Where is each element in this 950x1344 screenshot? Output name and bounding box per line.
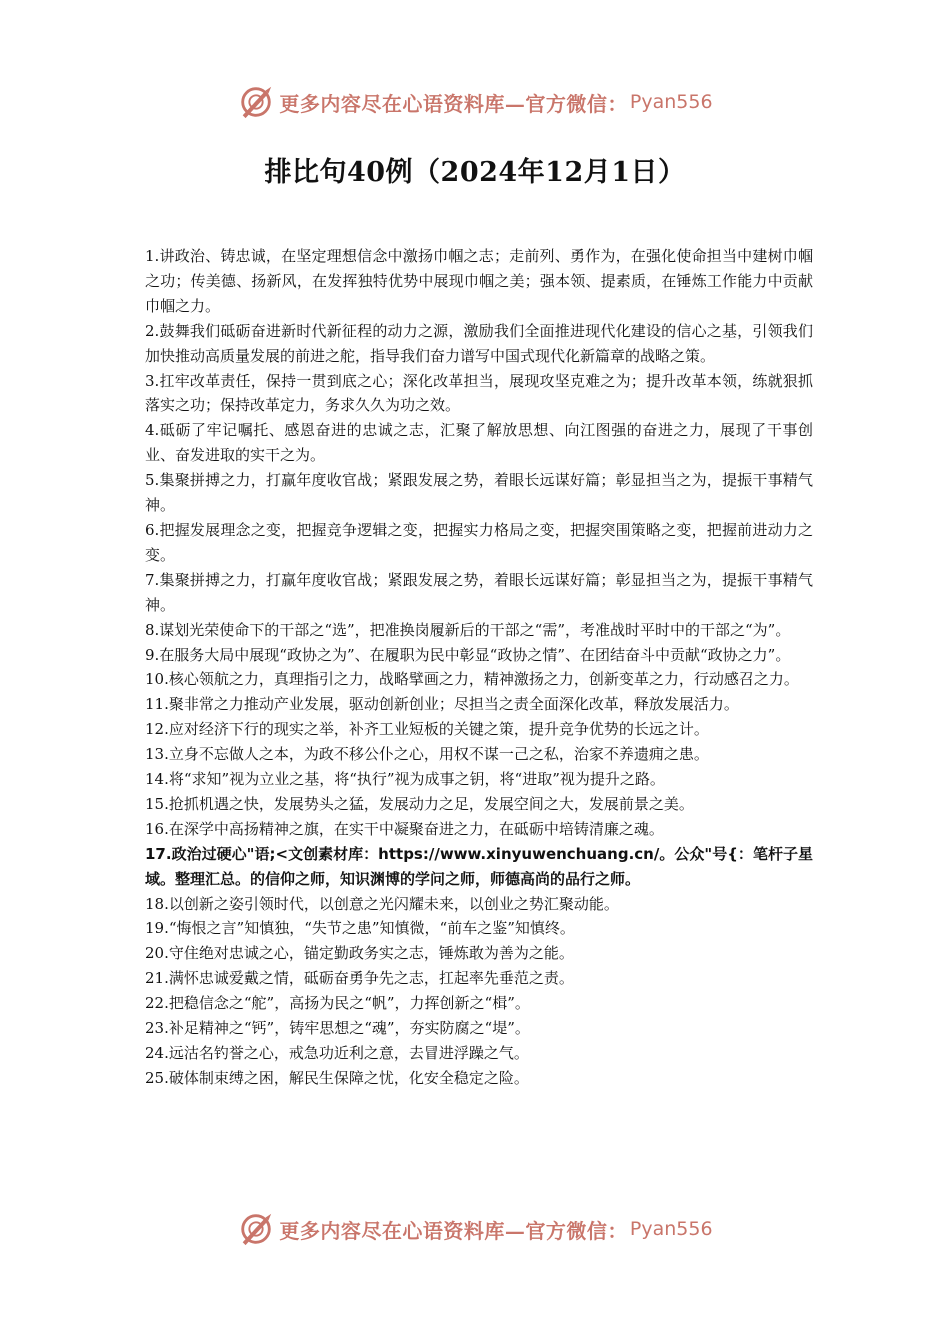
list-item: 23.补足精神之“钙”，铸牢思想之“魂”，夯实防腐之“堤”。 bbox=[145, 1019, 530, 1038]
banner-wechat-id: Pyan556 bbox=[629, 1218, 713, 1240]
list-item: 19.“悔恨之言”知慎独，“失节之患”知慎微，“前车之鉴”知慎终。 bbox=[145, 919, 575, 938]
banner-text: 更多内容尽在心语资料库—官方微信： bbox=[279, 91, 628, 116]
list-item-watermarked: 17.政治过硬心"语;<文创素材库：https://www.xinyuwenchuang.cn/。公众"号{：笔杆子星域。整理汇总。的信仰之师，知识渊博的学问之师，师德高尚的品行之师。 bbox=[145, 844, 813, 888]
list-item: 8.谋划光荣使命下的干部之“选”，把准换岗履新后的干部之“需”，考准战时平时中的干部之“为”。 bbox=[145, 620, 791, 639]
list-item: 10.核心领航之力，真理指引之力，战略擘画之力，精神激扬之力，创新变革之力，行动感召之力。 bbox=[145, 670, 799, 689]
footer-banner bbox=[0, 1209, 950, 1249]
list-item: 24.远沽名钓誉之心，戒急功近利之意，去冒进浮躁之气。 bbox=[145, 1044, 529, 1062]
page-title: 排比句40例（2024年12月1日） bbox=[264, 157, 686, 188]
banner-text: 更多内容尽在心语资料库—官方微信： bbox=[279, 1218, 628, 1243]
list-item: 5.集聚拼搏之力，打赢年度收官战；紧跟发展之势，着眼长远谋好篇；彰显担当之为，提振干事精气神。 bbox=[145, 471, 813, 515]
item-list bbox=[145, 244, 813, 1091]
list-item: 7.集聚拼搏之力，打赢年度收官战；紧跟发展之势，着眼长远谋好篇；彰显担当之为，提振干事精气神。 bbox=[145, 570, 813, 614]
list-item: 12.应对经济下行的现实之举，补齐工业短板的关键之策，提升竞争优势的长远之计。 bbox=[145, 720, 709, 739]
list-item: 11.聚非常之力推动产业发展，驱动创新创业；尽担当之责全面深化改革，释放发展活力。 bbox=[145, 695, 739, 714]
pen-logo-icon bbox=[237, 1210, 275, 1248]
list-item: 13.立身不忘做人之本，为政不移公仆之心，用权不谋一己之私，治家不养遗痈之患。 bbox=[145, 745, 709, 764]
header-banner bbox=[0, 82, 950, 122]
list-item: 1.讲政治、铸忠诚，在坚定理想信念中激扬巾帼之志；走前列、勇作为，在强化使命担当中建树巾帼之功；传美德、扬新风，在发挥独特优势中展现巾帼之美；强本领、提素质，在锤炼工作能力中贡献巾帼之力。 bbox=[145, 247, 813, 315]
pen-logo-icon bbox=[237, 83, 275, 121]
list-item: 21.满怀忠诚爱戴之情，砥砺奋勇争先之志，扛起率先垂范之责。 bbox=[145, 969, 574, 988]
list-item: 6.把握发展理念之变，把握竞争逻辑之变，把握实力格局之变，把握突围策略之变，把握前进动力之变。 bbox=[145, 520, 813, 564]
list-item: 3.扛牢改革责任，保持一贯到底之心；深化改革担当，展现攻坚克难之为；提升改革本领，练就狠抓落实之功；保持改革定力，务求久久为功之效。 bbox=[145, 371, 813, 415]
list-item: 14.将“求知”视为立业之基，将“执行”视为成事之钥，将“进取”视为提升之路。 bbox=[145, 770, 665, 789]
list-item: 22.把稳信念之“舵”，高扬为民之“帆”，力挥创新之“楫”。 bbox=[145, 994, 530, 1013]
list-item: 4.砥砺了牢记嘱托、感恩奋进的忠诚之志，汇聚了解放思想、向江图强的奋进之力，展现了干事创业、奋发进取的实干之为。 bbox=[145, 421, 813, 465]
list-item: 16.在深学中高扬精神之旗，在实干中凝聚奋进之力，在砥砺中培铸清廉之魂。 bbox=[145, 819, 664, 838]
list-item: 9.在服务大局中展现“政协之为”、在履职为民中彰显“政协之情”、在团结奋斗中贡献“政协之力”。 bbox=[145, 645, 791, 664]
list-item: 15.抢抓机遇之快，发展势头之猛，发展动力之足，发展空间之大，发展前景之美。 bbox=[145, 794, 694, 813]
list-item: 2.鼓舞我们砥砺奋进新时代新征程的动力之源，激励我们全面推进现代化建设的信心之基，引领我们加快推动高质量发展的前进之舵，指导我们奋力谱写中国式现代化新篇章的战略之策。 bbox=[145, 321, 813, 365]
list-item: 20.守住绝对忠诚之心，锚定勤政务实之志，锤炼敢为善为之能。 bbox=[145, 944, 574, 963]
list-item: 18.以创新之姿引领时代，以创意之光闪耀未来，以创业之势汇聚动能。 bbox=[145, 894, 619, 913]
list-item: 25.破体制束缚之困，解民生保障之忧，化安全稳定之险。 bbox=[145, 1068, 529, 1087]
banner-wechat-id: Pyan556 bbox=[629, 91, 713, 113]
